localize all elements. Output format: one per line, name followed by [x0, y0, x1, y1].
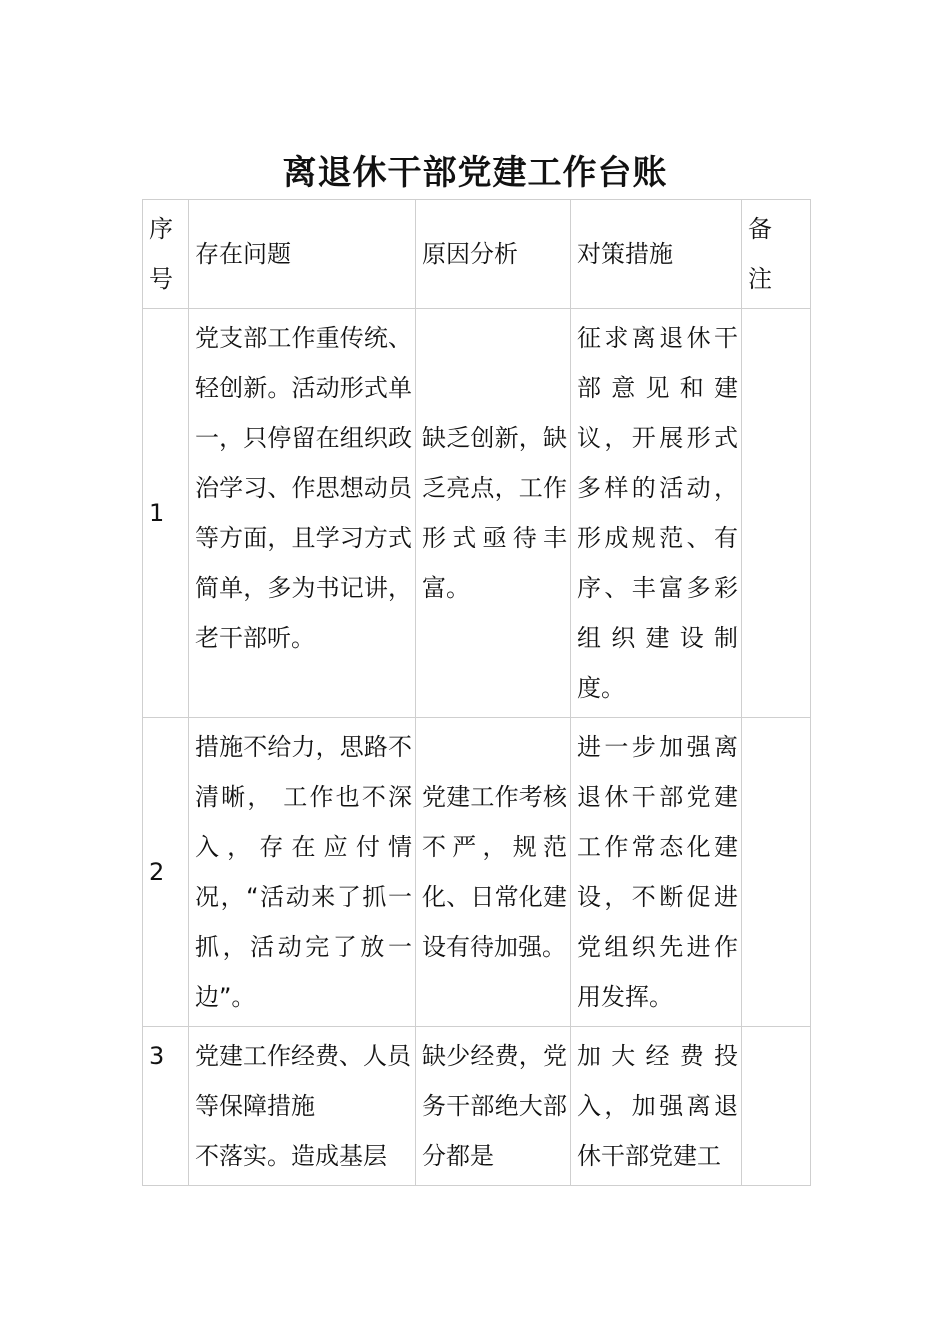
- table-row: [143, 309, 811, 718]
- measure-cell: 征求离退休干部意见和建议，开展形式多样的活动，形成规范、有序、丰富多彩组织建设制度。: [571, 309, 742, 718]
- header-no-line1: 序: [149, 215, 173, 243]
- row-number: 3: [143, 1027, 189, 1186]
- cause-cell: 缺乏创新，缺乏亮点，工作形式亟待丰富。: [416, 309, 571, 718]
- row-number: 1: [143, 309, 189, 718]
- header-no-line2: 号: [149, 265, 173, 293]
- problem-cell: [189, 1027, 416, 1186]
- measure-cell: 进一步加强离退休干部党建工作常态化建设，不断促进党组织先进作用发挥。: [571, 718, 742, 1027]
- header-note: [742, 200, 811, 309]
- document-title: 离退休干部党建工作台账: [282, 153, 668, 193]
- table-row: [143, 1027, 811, 1186]
- problem-cell-line2: 不落实。造成基层: [195, 1142, 387, 1170]
- header-note-line2: 注: [748, 265, 772, 293]
- problem-cell: 措施不给力，思路不清晰， 工作也不深入，存在应付情况，“活动来了抓一抓，活动完了放一边”。: [189, 718, 416, 1027]
- header-cause: 原因分析: [416, 200, 571, 309]
- header-measure: 对策措施: [571, 200, 742, 309]
- note-cell: [742, 718, 811, 1027]
- header-note-line1: 备: [748, 215, 772, 243]
- ledger-table: [142, 199, 811, 1186]
- cause-cell: 党建工作考核不严，规范化、日常化建设有待加强。: [416, 718, 571, 1027]
- header-no: [143, 200, 189, 309]
- note-cell: [742, 1027, 811, 1186]
- note-cell: [742, 309, 811, 718]
- problem-cell: 党支部工作重传统、轻创新。活动形式单一，只停留在组织政治学习、作思想动员等方面，且学习方式简单，多为书记讲，老干部听。: [189, 309, 416, 718]
- table-row: [143, 718, 811, 1027]
- cause-cell: 缺少经费，党务干部绝大部分都是: [416, 1027, 571, 1186]
- row-number: 2: [143, 718, 189, 1027]
- table-header-row: [143, 200, 811, 309]
- problem-cell-line1: 党建工作经费、人员等保障措施: [195, 1042, 411, 1120]
- measure-cell: 加大经费投入，加强离退休干部党建工: [571, 1027, 742, 1186]
- header-problem: 存在问题: [189, 200, 416, 309]
